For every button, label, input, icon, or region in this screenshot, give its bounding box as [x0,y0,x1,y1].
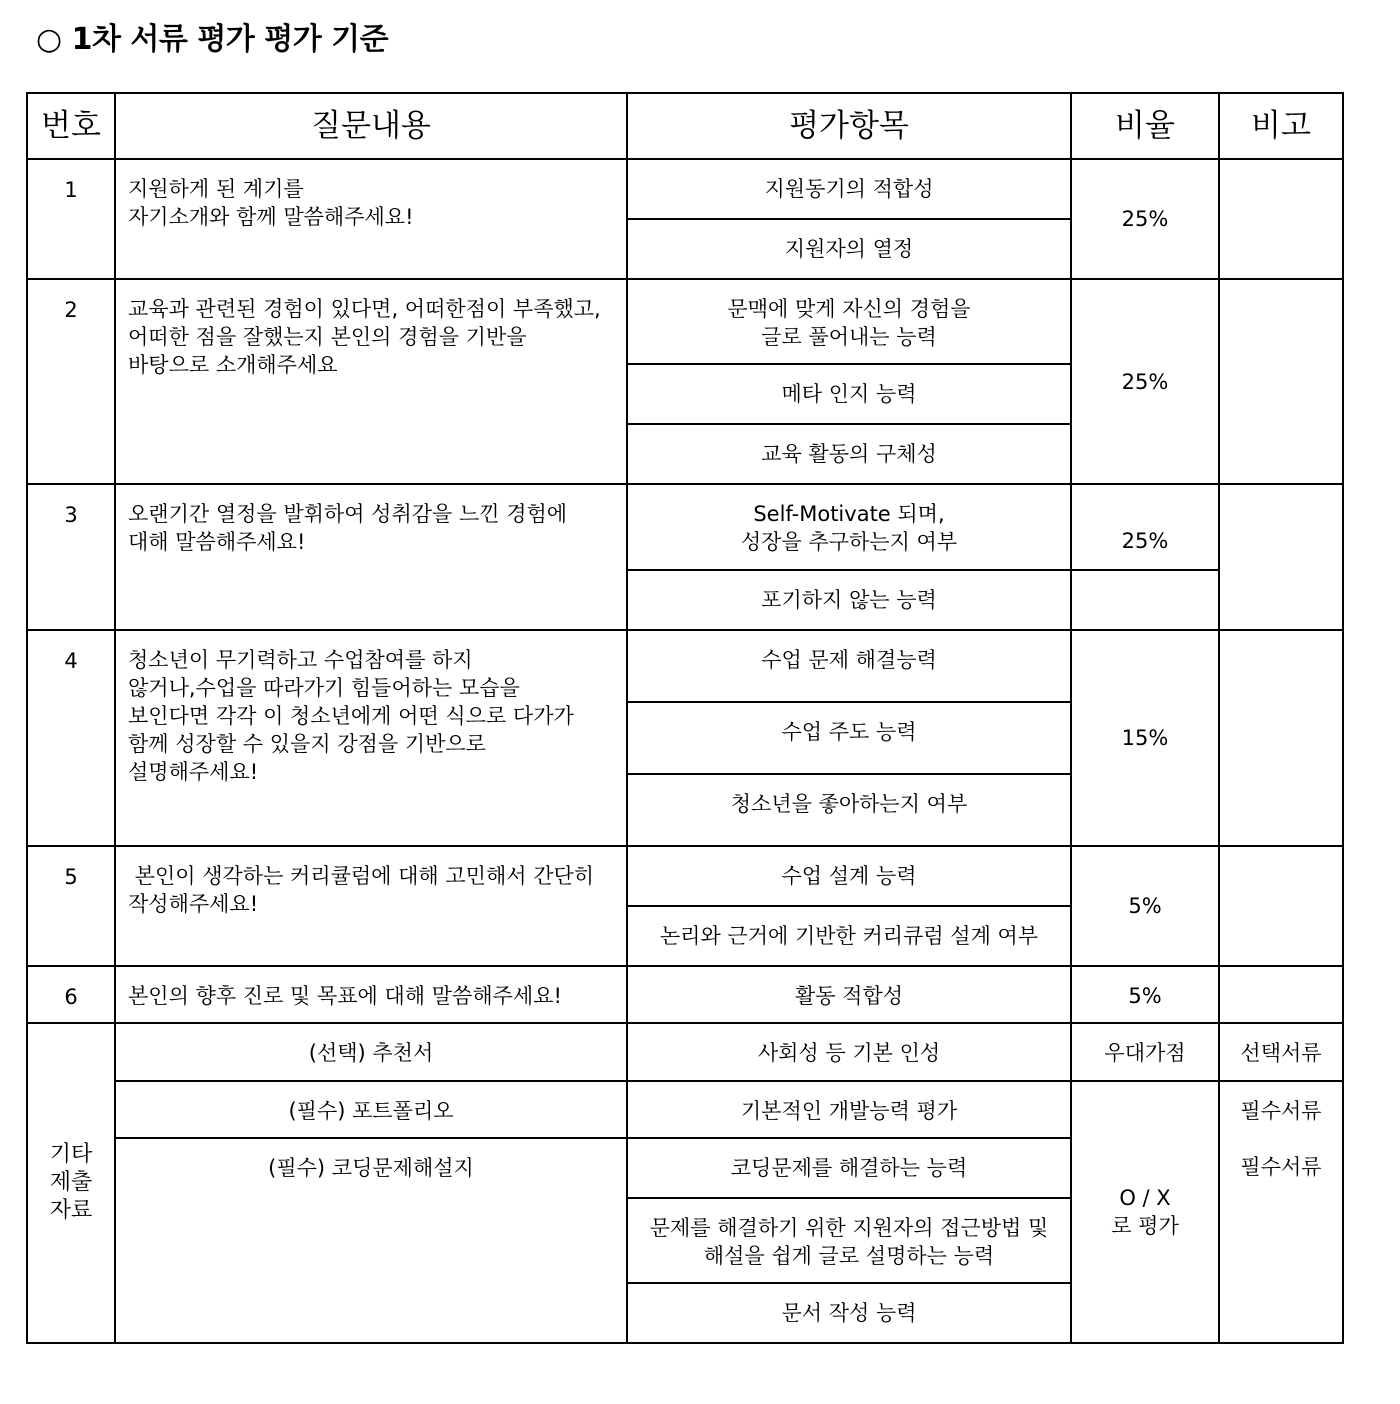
note-cell [1219,846,1343,966]
ratio-value: O / X 로 평가 [1071,1081,1219,1343]
ratio-value: 우대가점 [1071,1023,1219,1081]
etc-document: (필수) 포트폴리오 [115,1081,627,1138]
row-number: 6 [27,966,115,1023]
note-cell [1219,630,1343,846]
etc-document: (선택) 추천서 [115,1023,627,1081]
row-number: 2 [27,279,115,484]
criteria-item: 문제를 해결하기 위한 지원자의 접근방법 및 해설을 쉽게 글로 설명하는 능력 [627,1198,1071,1283]
criteria-item: 지원동기의 적합성 [627,159,1071,219]
header-no: 번호 [27,93,115,159]
header-criteria: 평가항목 [627,93,1071,159]
etc-label: 기타 제출 자료 [27,1023,115,1343]
criteria-item: 포기하지 않는 능력 [627,570,1071,630]
criteria-item: 교육 활동의 구체성 [627,424,1071,484]
criteria-item: 문맥에 맞게 자신의 경험을 글로 풀어내는 능력 [627,279,1071,364]
question-text: 본인의 향후 진로 및 목표에 대해 말씀해주세요! [115,966,627,1023]
row-number: 4 [27,630,115,846]
criteria-item: 코딩문제를 해결하는 능력 [627,1138,1071,1198]
criteria-item: 수업 문제 해결능력 [627,630,1071,702]
ratio-empty [1071,570,1219,630]
criteria-item: 수업 설계 능력 [627,846,1071,906]
ratio-value: 5% [1071,966,1219,1023]
criteria-item: 청소년을 좋아하는지 여부 [627,774,1071,846]
row-number: 3 [27,484,115,630]
note-cell: 필수서류 [1219,1081,1343,1138]
ratio-value: 15% [1071,630,1219,846]
table-row [27,484,1343,570]
table-row [27,279,1343,364]
question-text: 지원하게 된 계기를 자기소개와 함께 말씀해주세요! [115,159,627,279]
table-row [27,1023,1343,1081]
criteria-item: 문서 작성 능력 [627,1283,1071,1343]
row-number: 5 [27,846,115,966]
header-row [27,93,1343,159]
note-cell [1219,484,1343,630]
etc-document: (필수) 코딩문제해설지 [115,1138,627,1343]
criteria-item: 수업 주도 능력 [627,702,1071,774]
question-text: 본인이 생각하는 커리큘럼에 대해 고민해서 간단히 작성해주세요! [115,846,627,966]
question-text: 교육과 관련된 경험이 있다면, 어떠한점이 부족했고, 어떠한 점을 잘했는지 본인의 경험을 기반을 바탕으로 소개해주세요 [115,279,627,484]
criteria-item: 활동 적합성 [627,966,1071,1023]
question-text: 오랜기간 열정을 발휘하여 성취감을 느낀 경험에 대해 말씀해주세요! [115,484,627,630]
note-cell [1219,159,1343,279]
criteria-item: 지원자의 열정 [627,219,1071,279]
evaluation-criteria-table [26,92,1344,1344]
table-row [27,966,1343,1023]
table-row [27,159,1343,219]
criteria-item: 사회성 등 기본 인성 [627,1023,1071,1081]
criteria-item: 논리와 근거에 기반한 커리큐럼 설계 여부 [627,906,1071,966]
page-title: ○ 1차 서류 평가 평가 기준 [36,22,389,57]
table-row [27,630,1343,702]
criteria-item: Self-Motivate 되며, 성장을 추구하는지 여부 [627,484,1071,570]
header-ratio: 비율 [1071,93,1219,159]
note-cell [1219,966,1343,1023]
header-question: 질문내용 [115,93,627,159]
criteria-item: 기본적인 개발능력 평가 [627,1081,1071,1138]
ratio-value: 25% [1071,159,1219,279]
note-cell: 필수서류 [1219,1138,1343,1343]
ratio-value: 5% [1071,846,1219,966]
note-cell [1219,279,1343,484]
criteria-item: 메타 인지 능력 [627,364,1071,424]
ratio-value: 25% [1071,279,1219,484]
ratio-value: 25% [1071,484,1219,570]
note-cell: 선택서류 [1219,1023,1343,1081]
table-row [27,1081,1343,1138]
question-text: 청소년이 무기력하고 수업참여를 하지 않거나,수업을 따라가기 힘들어하는 모습을 보인다면 각각 이 청소년에게 어떤 식으로 다가가 함께 성장할 수 있을지 강점을 기반으로 설명해주세요! [115,630,627,846]
header-note: 비고 [1219,93,1343,159]
table-row [27,846,1343,906]
row-number: 1 [27,159,115,279]
